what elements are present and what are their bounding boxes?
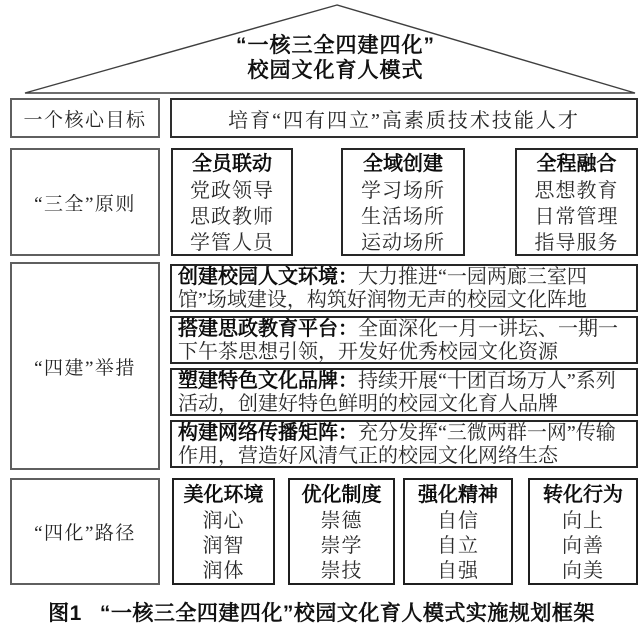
path-item: 自信 — [437, 510, 479, 532]
group-item: 学习场所 — [361, 180, 445, 202]
path-item: 崇德 — [320, 510, 363, 532]
measure-wenhua-pinpai — [170, 368, 638, 416]
path-item: 向善 — [562, 535, 604, 557]
group-header: 全员联动 — [192, 153, 272, 175]
group-header: 全域创建 — [363, 153, 443, 175]
roof-title — [14, 33, 643, 83]
path-header: 优化制度 — [301, 484, 382, 506]
roof-title-line1: “一核三全四建四化” — [236, 34, 435, 57]
figure-caption — [0, 597, 643, 627]
group-item: 日常管理 — [534, 206, 619, 228]
measure-wangluo-juzhen — [170, 420, 638, 468]
label-sihua-text: “四化”路径 — [34, 523, 136, 544]
path-item: 崇技 — [320, 560, 363, 582]
path-item: 润智 — [202, 535, 245, 557]
measure-lead: 搭建思政教育平台： — [178, 318, 358, 340]
path-header: 强化精神 — [418, 484, 498, 506]
group-item: 党政领导 — [190, 180, 274, 202]
group-item: 学管人员 — [190, 232, 274, 254]
path-item: 崇学 — [320, 535, 363, 557]
group-item: 思想教育 — [534, 180, 619, 202]
core-goal-box — [170, 98, 638, 138]
figure-caption-text: “一核三全四建四化”校园文化育人模式实施规划框架 — [99, 602, 595, 625]
path-header: 转化行为 — [543, 484, 623, 506]
figure-caption-number: 图1 — [48, 602, 82, 625]
measure-text: 大力推进“一园两廊三室四馆”场域建设，构筑好润物无声的校园文化阵地 — [178, 266, 587, 311]
path-qianghua-jingshen — [403, 478, 513, 585]
path-youhua-zhidu — [288, 478, 395, 585]
roof-title-line2: 校园文化育人模式 — [247, 59, 424, 82]
path-header: 美化环境 — [183, 484, 264, 506]
measure-text: 全面深化一月一讲坛、一期一下午茶思想引领，开发好优秀校园文化资源 — [178, 318, 618, 363]
path-item: 自立 — [437, 535, 479, 557]
label-sanquan — [10, 148, 160, 256]
path-item: 润心 — [202, 510, 245, 532]
group-header: 全程融合 — [536, 153, 617, 175]
measure-text: 持续开展“十团百场万人”系列活动，创建好特色鲜明的校园文化育人品牌 — [178, 370, 616, 415]
label-core-goal-text: 一个核心目标 — [23, 109, 147, 131]
measure-renwen-huanjing — [170, 264, 638, 312]
label-sihua — [10, 478, 160, 585]
path-zhuanhua-xingwei — [528, 478, 638, 585]
path-item: 自强 — [437, 560, 479, 582]
measure-lead: 创建校园人文环境： — [178, 266, 358, 288]
measure-lead: 构建网络传播矩阵： — [178, 422, 358, 444]
core-goal-text: 培育“四有四立”高素质技术技能人才 — [228, 109, 580, 132]
group-item: 思政教师 — [190, 206, 274, 228]
measure-text: 充分发挥“三微两群一网”传输作用，营造好风清气正的校园文化网络生态 — [178, 422, 616, 467]
label-core-goal — [10, 98, 160, 138]
path-meihua-huanjing — [172, 478, 275, 585]
path-item: 润体 — [202, 560, 245, 582]
group-quanyu-chuangjian — [341, 148, 465, 256]
measure-lead: 塑建特色文化品牌： — [178, 370, 358, 392]
label-sijian-text: “四建”举措 — [34, 357, 136, 379]
measure-sizheng-pingtai — [170, 316, 638, 364]
group-item: 指导服务 — [534, 232, 619, 254]
label-sanquan-text: “三全”原则 — [34, 193, 136, 215]
label-sijian — [10, 262, 160, 470]
path-item: 向美 — [562, 560, 604, 582]
group-item: 运动场所 — [361, 232, 445, 254]
path-item: 向上 — [562, 510, 604, 532]
group-quanyuan-liandong — [171, 148, 293, 256]
group-quancheng-ronghe — [515, 148, 638, 256]
group-item: 生活场所 — [361, 206, 445, 228]
